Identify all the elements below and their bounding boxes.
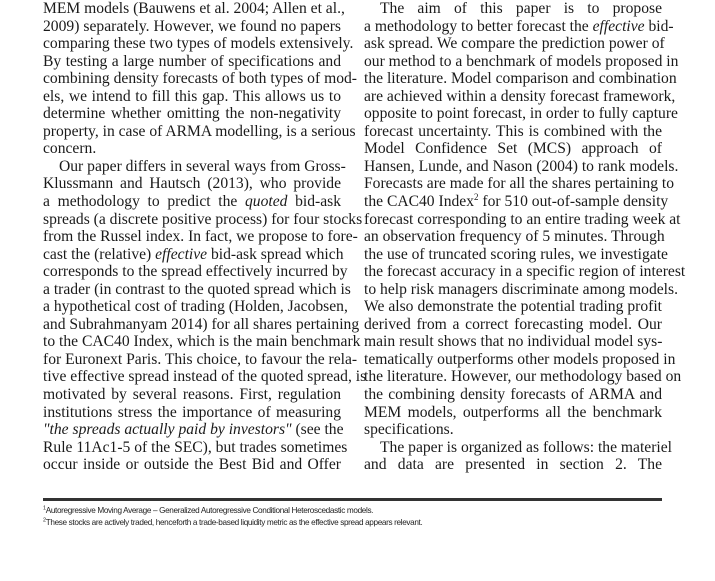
text-line [364, 316, 662, 334]
text-segment: main result shows that no individual model sys- [364, 333, 663, 351]
text-line [43, 456, 341, 474]
text-line [364, 105, 678, 123]
text-segment: the literature. Model comparison and combination [364, 70, 677, 88]
footnote-separator-rule [43, 498, 662, 501]
text-segment: a hypothetical cost of trading (Holden, Jacobsen, [43, 298, 348, 316]
text-line [43, 333, 361, 351]
text-segment: forecast uncertainty. This is combined with the [364, 122, 662, 140]
footnote-text: Autoregressive Moving Average – Generalized Autoregressive Conditional Heteroscedastic models. [45, 506, 374, 515]
text-segment: forecast corresponding to an entire trading week at [364, 210, 681, 228]
footnote-reference: 2 [474, 191, 479, 202]
text-line [43, 280, 351, 299]
text-segment: Model Confidence Set (MCS) approach of [364, 140, 662, 158]
text-segment: tive effective spread instead of the quoted spread, is [43, 368, 367, 386]
text-segment: institutions stress the importance of measuring [43, 403, 341, 421]
text-segment: els, we intend to fill this gap. This allows us to [43, 87, 341, 105]
text-segment: (see the [291, 421, 344, 439]
text-line [364, 191, 669, 211]
text-segment: Klussmann and Hautsch (2013), who provide [43, 175, 341, 193]
text-line [364, 157, 679, 176]
text-segment: spreads (a discrete positive process) for four stocks [43, 210, 363, 228]
footnote-mark: 1 [43, 505, 46, 512]
text-segment: The aim of this paper is to propose [380, 0, 662, 17]
text-line [43, 350, 358, 369]
footnote-text: These stocks are actively traded, henceforth a trade-based liquidity metric as the effective spread appears relevant. [45, 518, 423, 527]
footnotes [43, 505, 422, 529]
text-line [43, 105, 341, 123]
text-segment: the use of truncated scoring rules, we investigate [364, 245, 668, 263]
text-segment: 2009) separately. However, we found no papers [43, 17, 341, 35]
text-segment: bid-ask [287, 193, 341, 211]
text-line [43, 298, 348, 316]
text-line [43, 315, 360, 334]
text-segment: Our paper differs in several ways from Gross- [59, 157, 346, 175]
text-line [43, 421, 344, 439]
italic-text: effective [592, 17, 645, 35]
text-line [43, 404, 341, 422]
text-line [364, 35, 665, 53]
footnote-1 [43, 505, 422, 517]
footnote-mark: 2 [43, 517, 46, 524]
text-line [43, 368, 367, 386]
text-segment: occur inside or outside the Best Bid and Offer [43, 456, 341, 474]
text-line [364, 298, 662, 316]
text-segment: By testing a large number of specifications and [43, 52, 341, 70]
text-line [43, 53, 341, 71]
text-line [364, 140, 662, 158]
italic-text: effective [155, 245, 208, 263]
text-segment: opposite to point forecast, in order to fully capture [364, 105, 678, 123]
text-segment: and data are presented in section 2. The [364, 456, 662, 474]
text-line [43, 263, 348, 281]
text-line [43, 386, 341, 404]
text-segment: from the Russel index. In fact, we propose to fore- [43, 228, 358, 246]
text-line [43, 228, 358, 246]
text-segment: the combining density forecasts of ARMA and [364, 386, 662, 404]
text-line [364, 245, 668, 264]
text-line [364, 175, 675, 193]
italic-text: quoted [244, 193, 288, 211]
italic-text: "the spreads actually paid by investors" [43, 421, 292, 439]
text-segment: determine whether omitting the non-negativity [43, 105, 341, 123]
text-line [43, 140, 341, 158]
text-segment: our method to a benchmark of models proposed in [364, 52, 679, 70]
text-segment: bid- [644, 17, 674, 35]
text-segment: Forecasts are made for all the shares pertaining to [364, 175, 675, 193]
text-segment: ask spread. We compare the prediction power of [364, 35, 665, 53]
text-segment: property, in case of ARMA modelling, is a serious [43, 122, 356, 140]
text-line [364, 263, 686, 281]
text-segment: We also demonstrate the potential trading profit [364, 298, 662, 316]
text-segment: specifications. [364, 421, 454, 439]
text-line [43, 175, 341, 193]
text-line [364, 87, 676, 106]
text-line [364, 333, 662, 351]
text-segment: to help risk managers discriminate among models. [364, 280, 678, 298]
text-line [364, 386, 662, 404]
text-line [43, 18, 341, 36]
text-segment: an observation frequency of 5 minutes. Through [364, 228, 665, 246]
text-line [364, 0, 662, 18]
text-line [364, 456, 662, 474]
text-line [364, 52, 679, 71]
text-segment: MEM models (Bauwens et al. 2004; Allen et al., [43, 0, 345, 17]
text-segment: Hansen, Lunde, and Nason (2004) to rank models. [364, 157, 679, 175]
left-text-column [43, 0, 367, 474]
text-segment: a methodology to better forecast the [364, 17, 593, 35]
text-line [364, 350, 676, 369]
text-segment: tematically outperforms other models proposed in [364, 350, 676, 368]
text-segment: concern. [43, 140, 97, 158]
text-line [43, 245, 344, 264]
text-segment: and Subrahmanyam 2014) for all shares pertaining [43, 315, 360, 333]
text-line [364, 17, 674, 36]
text-line [364, 70, 677, 88]
text-segment: for 510 out-of-sample density [478, 193, 669, 211]
text-line [364, 210, 681, 229]
text-segment: cast the (relative) [43, 245, 156, 263]
text-line [43, 35, 354, 53]
text-line [43, 438, 348, 457]
footnote-2 [43, 517, 422, 529]
text-line [364, 404, 662, 422]
text-line [43, 210, 363, 229]
text-line [43, 157, 346, 176]
text-line [364, 368, 682, 386]
text-segment: The paper is organized as follows: the materiel [380, 438, 672, 456]
text-line [43, 122, 356, 141]
text-line [364, 421, 662, 439]
text-segment: to the CAC40 Index, which is the main benchmark [43, 333, 361, 351]
text-segment: corresponds to the spread effectively incurred by [43, 263, 348, 281]
text-line [364, 123, 662, 141]
text-segment: the CAC40 Index [364, 193, 475, 211]
text-segment: are achieved within a density forecast framework, [364, 87, 676, 105]
text-segment: Rule 11Ac1-5 of the SEC), but trades sometimes [43, 438, 348, 456]
text-line [43, 193, 341, 211]
text-segment: comparing these two types of models extensively. [43, 35, 354, 53]
text-segment: the literature. However, our methodology based on [364, 368, 682, 386]
text-line [43, 0, 345, 18]
text-line [364, 438, 672, 457]
text-line [43, 88, 341, 106]
text-line [364, 228, 665, 246]
text-segment: motivated by several reasons. First, regulation [43, 386, 341, 404]
text-segment: for Euronext Paris. This choice, to favour the rela- [43, 350, 358, 368]
text-line [364, 280, 678, 299]
text-segment: a methodology to predict the [43, 193, 245, 211]
text-segment: MEM models, outperforms all the benchmark [364, 403, 662, 421]
right-text-column [364, 0, 686, 474]
text-segment: derived from a correct forecasting model. Our [364, 315, 662, 333]
text-segment: the forecast accuracy in a specific region of interest [364, 263, 686, 281]
text-segment: bid-ask spread which [207, 245, 344, 263]
text-segment: combining density forecasts of both types of mod- [43, 70, 357, 88]
text-line [43, 70, 357, 88]
text-segment: a trader (in contrast to the quoted spread which is [43, 280, 351, 298]
